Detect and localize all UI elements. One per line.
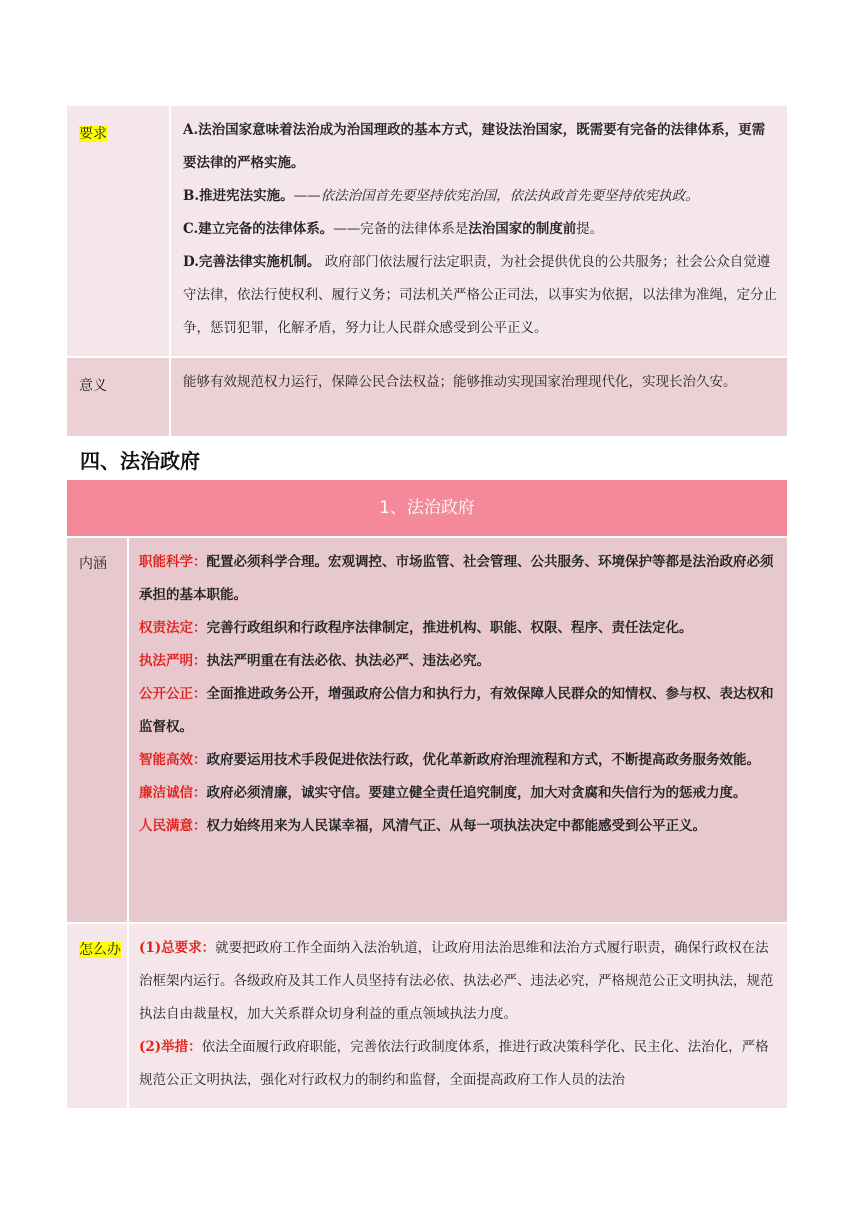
connotation-item-key: 权责法定：: [139, 620, 207, 636]
connotation-item-key: 公开公正：: [139, 686, 207, 702]
connotation-item: [139, 645, 777, 678]
howto-2-text: 依法全面履行政府职能，完善依法行政制度体系，推进行政决策科学化、民主化、法治化，严格规范公正文明执法，强化对行政权力的制约和监督，全面提高政府工作人员的法治: [139, 1039, 769, 1088]
connotation-item-text: 权力始终用来为人民谋幸福，风清气正、从每一项执法决定中都能感受到公平正义。: [206, 818, 706, 834]
req-c: [183, 213, 777, 246]
connotation-item-key: 执法严明：: [139, 653, 207, 669]
connotation-item: [139, 744, 777, 777]
connotation-item-text: 政府要运用技术手段促进依法行政，优化革新政府治理流程和方式，不断提高政务服务效能。: [206, 752, 760, 768]
connotation-item-key: 智能高效：: [139, 752, 207, 768]
connotation-item-key: 职能科学：: [139, 554, 207, 570]
requirements-table: [67, 104, 787, 436]
howto-1: [139, 932, 777, 1031]
howto-label-cell: [67, 924, 129, 1108]
req-b: [183, 180, 777, 213]
howto-content: [129, 924, 787, 1108]
requirements-label-cell: [67, 106, 171, 356]
howto-2-key: (2)举措：: [139, 1039, 202, 1055]
meaning-row: [67, 356, 787, 436]
howto-label: 怎么办: [79, 942, 121, 958]
req-b-text: 依法治国首先要坚持依宪治国，依法执政首先要坚持依宪执政。: [320, 188, 699, 204]
table-header: 1、法治政府: [67, 480, 787, 536]
connotation-item: [139, 546, 777, 612]
requirements-content: [171, 106, 787, 356]
connotation-item-text: 执法严明重在有法必依、执法必严、违法必究。: [206, 653, 490, 669]
meaning-content: 能够有效规范权力运行，保障公民合法权益；能够推动实现国家治理现代化，实现长治久安。: [183, 374, 737, 390]
req-d: [183, 246, 777, 345]
connotation-item: [139, 678, 777, 744]
req-b-dash: ——: [293, 188, 321, 204]
connotation-content: [129, 538, 787, 922]
req-d-title: D.完善法律实施机制。: [183, 254, 321, 270]
connotation-item-text: 全面推进政务公开，增强政府公信力和执行力，有效保障人民群众的知情权、参与权、表达权和 监督权。: [139, 686, 774, 735]
req-a: A.法治国家意味着法治成为治国理政的基本方式，建设法治国家，既需要有完备的法律体系，更需要法律的严格实施。: [183, 122, 766, 171]
connotation-item-text: 配置必须科学合理。宏观调控、市场监管、社会管理、公共服务、环境保护等都是法治政府必须 承担的基本职能。: [139, 554, 774, 603]
req-c-bold: 法治国家的制度前: [468, 221, 577, 237]
howto-row: [67, 922, 787, 1108]
requirements-label: 要求: [79, 126, 107, 142]
req-c-end: 提。: [576, 221, 604, 237]
howto-1-text: 就要把政府工作全面纳入法治轨道，让政府用法治思维和法治方式履行职责，确保行政权在法治框架内运行。各级政府及其工作人员坚持有法必依、执法必严、违法必究，严格规范公正文明执法，规范执法自由裁量权，加大关系群众切身利益的重点领域执法力度。: [139, 940, 774, 1022]
rule-of-law-government-table: [67, 480, 787, 1108]
requirements-row: [67, 104, 787, 356]
section-heading: 四、法治政府: [80, 449, 200, 473]
howto-1-key: (1)总要求：: [139, 940, 216, 956]
connotation-label: 内涵: [67, 538, 129, 922]
connotation-item-text: 政府必须清廉，诚实守信。要建立健全责任追究制度，加大对贪腐和失信行为的惩戒力度。: [206, 785, 747, 801]
connotation-item: [139, 777, 777, 810]
meaning-label: 意义: [67, 358, 171, 436]
howto-2: [139, 1031, 777, 1097]
connotation-item: [139, 612, 777, 645]
connotation-item-key: 廉洁诚信：: [139, 785, 207, 801]
connotation-item-text: 完善行政组织和行政程序法律制定，推进机构、职能、权限、程序、责任法定化。: [206, 620, 693, 636]
connotation-item-key: 人民满意：: [139, 818, 207, 834]
req-c-title: C.建立完备的法律体系。: [183, 221, 334, 237]
req-d-text: 政府部门依法履行法定职责，为社会提供优良的公共服务；社会公众自觉遵守法律，依法行使权利、履行义务；司法机关严格公正司法，以事实为依据，以法律为准绳，定分止争，惩罚犯罪，化解矛盾，努力让人民群众感受到公平正义。: [183, 254, 777, 336]
req-b-title: B.推进宪法实施。: [183, 188, 294, 204]
connotation-item: [139, 810, 777, 843]
req-c-pre: ——完备的法律体系是: [333, 221, 469, 237]
connotation-row: [67, 536, 787, 922]
